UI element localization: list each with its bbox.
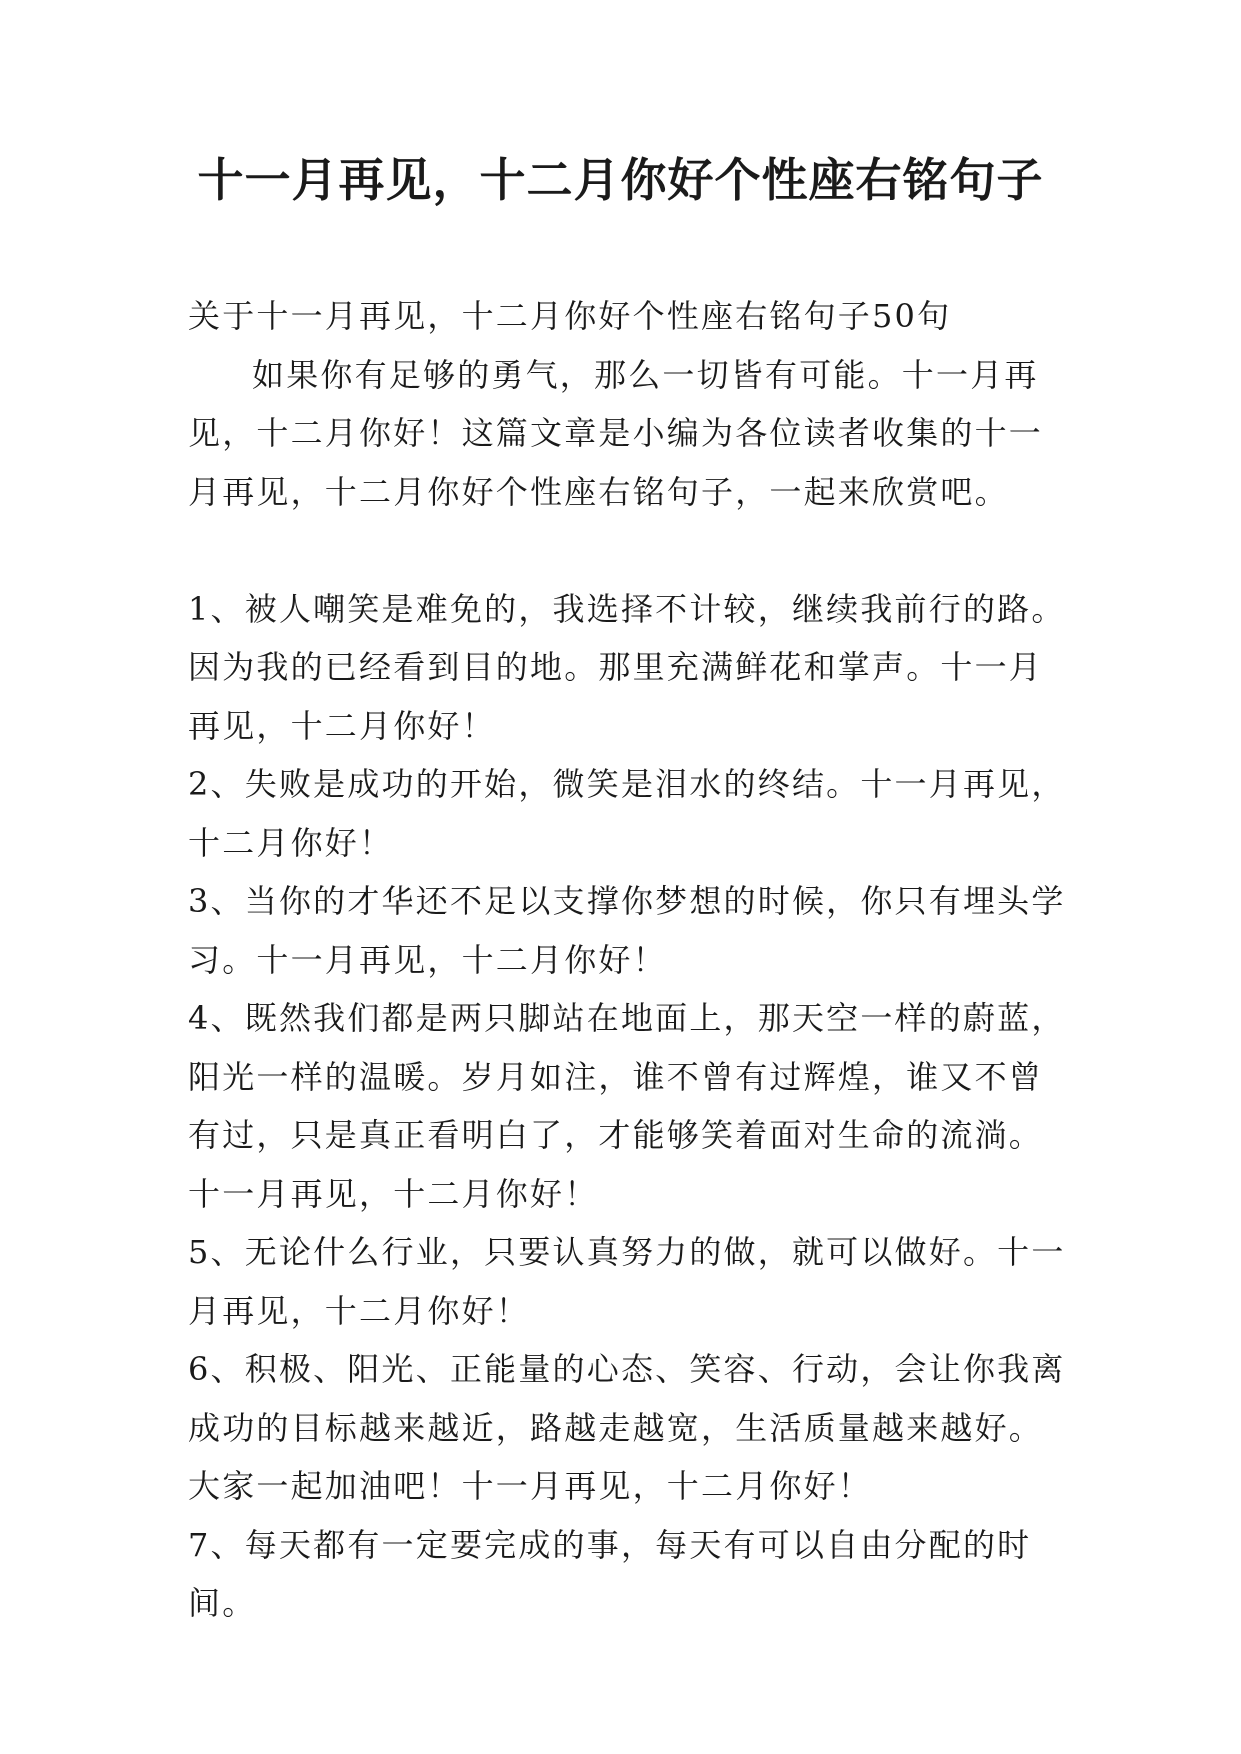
paragraph-spacer bbox=[188, 521, 1068, 580]
document-subtitle: 关于十一月再见，十二月你好个性座右铭句子50句 bbox=[188, 297, 952, 335]
document-title: 十一月再见，十二月你好个性座右铭句子 bbox=[197, 153, 1044, 207]
list-item: 7、每天都有一定要完成的事，每天有可以自由分配的时间。 bbox=[188, 1525, 1032, 1622]
list-item: 6、积极、阳光、正能量的心态、笑容、行动，会让你我离成功的目标越来越近，路越走越宽，生活质量越来越好。大家一起加油吧！十一月再见，十二月你好！ bbox=[188, 1350, 1066, 1505]
list-item: 1、被人嘲笑是难免的，我选择不计较，继续我前行的路。因为我的已经看到目的地。那里充满鲜花和掌声。十一月再见，十二月你好！ bbox=[188, 589, 1066, 745]
list-item: 2、失败是成功的开始，微笑是泪水的终结。十一月再见，十二月你好！ bbox=[188, 765, 1066, 862]
document-body bbox=[188, 287, 1068, 1633]
list-item: 4、既然我们都是两只脚站在地面上，那天空一样的蔚蓝，阳光一样的温暖。岁月如注，谁不曾有过辉煌，谁又不曾有过，只是真正看明白了，才能够笑着面对生命的流淌。十一月再见，十二月你好！ bbox=[188, 999, 1066, 1213]
list-item: 5、无论什么行业，只要认真努力的做，就可以做好。十一月再见，十二月你好！ bbox=[188, 1233, 1066, 1330]
intro-paragraph: 如果你有足够的勇气，那么一切皆有可能。十一月再见，十二月你好！这篇文章是小编为各位读者收集的十一月再见，十二月你好个性座右铭句子，一起来欣赏吧。 bbox=[188, 355, 1044, 511]
list-item: 3、当你的才华还不足以支撑你梦想的时候，你只有埋头学习。十一月再见，十二月你好！ bbox=[188, 882, 1066, 979]
